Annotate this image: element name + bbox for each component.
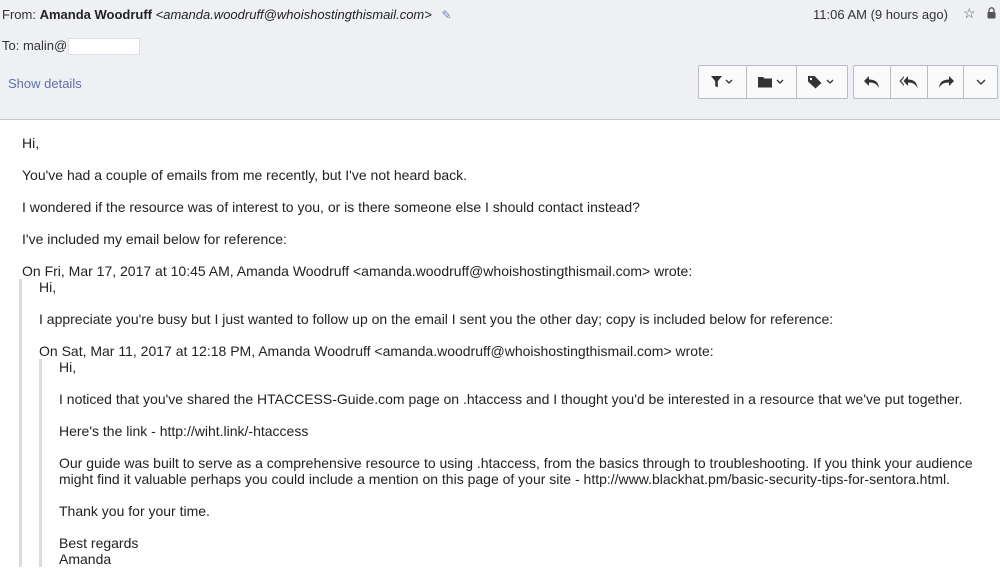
reply-icon <box>863 75 881 89</box>
filter-icon <box>710 75 736 89</box>
message-paragraph: I wondered if the resource was of interest to you, or is there someone else I should contact instead? <box>22 199 640 215</box>
to-label: To: <box>2 38 20 53</box>
message-paragraph: I've included my email below for reference: <box>22 231 287 247</box>
quote-attribution: On Sat, Mar 11, 2017 at 12:18 PM, Amanda Woodruff <amanda.woodruff@whoishostingthismail.com> wrote: <box>39 343 714 359</box>
star-icon[interactable]: ☆ <box>963 5 976 21</box>
quoted-closing: Best regards <box>59 535 139 551</box>
reply-all-icon <box>899 75 919 89</box>
sender-email[interactable]: <amanda.woodruff@whoishostingthismail.com> <box>155 7 432 22</box>
message-header <box>0 0 1000 120</box>
tag-icon <box>807 75 837 89</box>
move-folder-button[interactable] <box>747 66 797 98</box>
message-paragraph: You've had a couple of emails from me recently, but I've not heard back. <box>22 167 468 183</box>
quoted-greeting: Hi, <box>39 279 57 295</box>
organize-toolbar <box>698 65 848 99</box>
quoted-paragraph: Our guide was built to serve as a comprehensive resource to using .htaccess, from the basics through to troubleshooting. If you think your audience might find it valuable perhaps you could include a mention on this page of your site - http://www.blackhat.pm/basic-security-tips-for-sentora.html. <box>59 455 973 487</box>
reply-button[interactable] <box>854 66 891 98</box>
quoted-paragraph: Thank you for your time. <box>59 503 210 519</box>
reply-all-button[interactable] <box>891 66 928 98</box>
message-body <box>22 135 992 567</box>
folder-icon <box>757 75 787 89</box>
to-line <box>2 38 140 55</box>
forward-button[interactable] <box>928 66 964 98</box>
from-label: From: <box>2 7 36 22</box>
more-button[interactable] <box>964 66 997 98</box>
from-line <box>2 7 452 22</box>
quoted-paragraph: I appreciate you're busy but I just wanted to follow up on the email I sent you the other day; copy is included below for reference: <box>39 311 834 327</box>
redacted-address <box>68 38 140 55</box>
sender-name[interactable]: Amanda Woodruff <box>39 7 152 22</box>
quoted-paragraph: Here's the link - http://wiht.link/-htaccess <box>59 423 309 439</box>
show-details-link[interactable]: Show details <box>8 76 82 91</box>
message-actions-toolbar <box>853 65 998 99</box>
quote-attribution: On Fri, Mar 17, 2017 at 10:45 AM, Amanda Woodruff <amanda.woodruff@whoishostingthismail.com> wrote: <box>22 263 693 279</box>
nested-quoted-message <box>39 359 992 567</box>
quoted-signature: Amanda <box>59 551 112 567</box>
lock-icon <box>987 7 996 19</box>
message-greeting: Hi, <box>22 135 40 151</box>
chevron-down-icon <box>975 75 987 89</box>
pencil-icon[interactable]: ✎ <box>441 8 452 22</box>
quoted-paragraph: I noticed that you've shared the HTACCESS-Guide.com page on .htaccess and I thought you'd be interested in a resource that we've put together. <box>59 391 963 407</box>
tag-button[interactable] <box>797 66 847 98</box>
quoted-message <box>19 279 992 567</box>
quoted-greeting: Hi, <box>59 359 77 375</box>
message-time: 11:06 AM (9 hours ago) <box>813 7 948 22</box>
forward-icon <box>937 75 955 89</box>
filter-button[interactable] <box>699 66 747 98</box>
to-value[interactable]: malin@ <box>22 38 68 53</box>
